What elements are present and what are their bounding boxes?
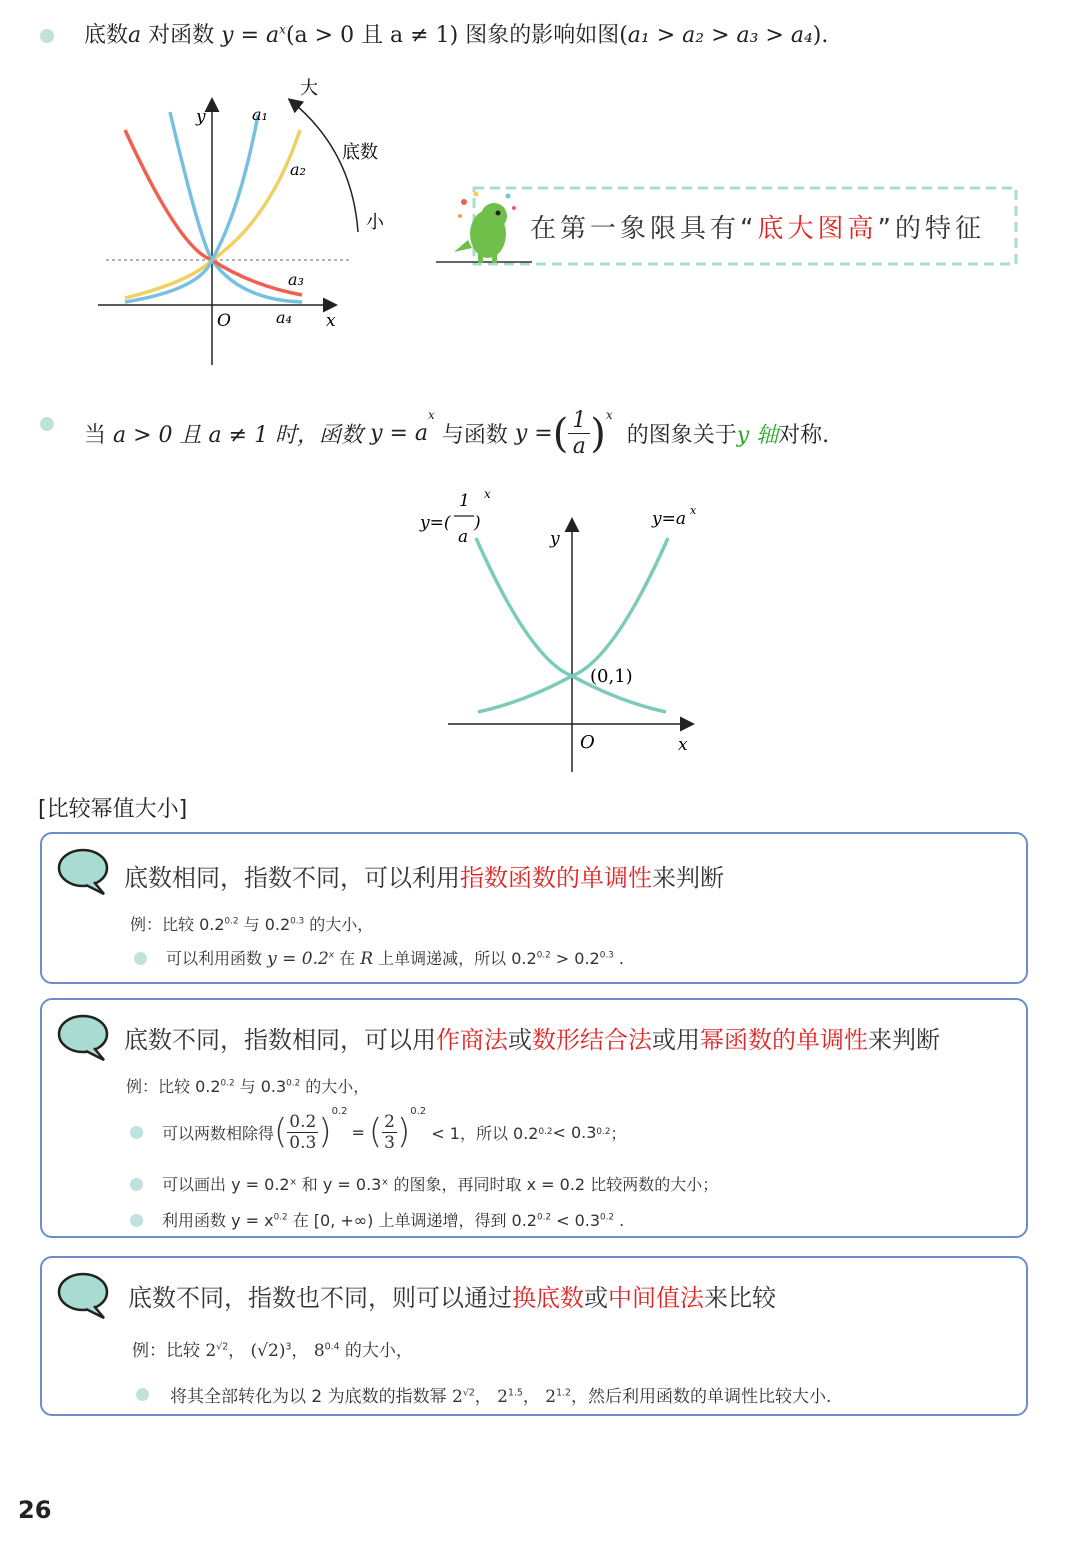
- symmetry-graph: [400, 480, 720, 780]
- box2-frac2-top: 2: [384, 1111, 395, 1132]
- bullet-dot: [130, 1126, 143, 1139]
- box3-ex-v3: 8: [313, 1341, 325, 1361]
- box2-b3c: < 0.3: [550, 1211, 601, 1230]
- intro-order: a₁ > a₂ > a₃ > a₄: [627, 23, 813, 48]
- right-exp: x: [690, 504, 697, 517]
- bullet-dot: [134, 952, 147, 965]
- intro-mid: 对函数: [148, 23, 215, 48]
- label-a2: a₂: [290, 160, 306, 179]
- box1-b1f: y = 0.2: [267, 949, 329, 969]
- x-label: x: [678, 735, 688, 755]
- box2-ex: 例：比较 0.2: [126, 1077, 221, 1096]
- bullet-dot: [40, 29, 54, 43]
- box1-ex-e2: 0.3: [290, 916, 305, 927]
- box2-frac1-exp: 0.2: [331, 1106, 348, 1117]
- bullet-dot: [130, 1214, 143, 1227]
- curve-a3: [125, 130, 302, 295]
- box3-b1e1: √2: [462, 1387, 475, 1399]
- box2-b1b: < 1，所以 0.2: [431, 1123, 539, 1143]
- speech-bubble-icon: [56, 1012, 114, 1064]
- arrow-mid-label: 底数: [342, 142, 378, 163]
- box3-b1v2: 2: [497, 1387, 508, 1407]
- box1-title-b: 来判断: [652, 864, 724, 892]
- box1-bullet1: 可以利用函数 $y = 0.2^x$ 在 R 上单调递减，所以 $0.2^{0.2} > 0.2^{0.3}$ .: [166, 949, 624, 969]
- box3-title-b: 来比较: [704, 1284, 776, 1312]
- box1-b1e2: 0.3: [599, 950, 614, 961]
- y-label: y: [550, 529, 560, 549]
- box1-ex-mid: 与 0.2: [238, 915, 291, 934]
- x-label: x: [326, 311, 336, 331]
- box2-frac2-exp: 0.2: [410, 1106, 427, 1117]
- left-exp: x: [484, 487, 491, 501]
- box3-example: [132, 1336, 413, 1361]
- box2-title-red3: 幂函数的单调性: [700, 1026, 868, 1054]
- box3-ex-e3: 0.4: [324, 1341, 340, 1353]
- box3-ex-e2: 3: [285, 1341, 292, 1353]
- intro-prefix: 底数: [84, 23, 129, 48]
- tag-after: ”的特征: [877, 214, 985, 244]
- origin-label: O: [580, 732, 595, 753]
- y-label: y: [196, 107, 206, 127]
- box2-b3end: .: [619, 1211, 625, 1230]
- box3-bullet1: 将其全部转化为以 2 为底数的指数幂 $2^{√2}$， $2^{1.5}$， $2^{1.2}$，然后利用函数的单调性比较大小.: [170, 1387, 832, 1407]
- tag-before: 在第一象限具有“: [530, 214, 758, 244]
- rule-box-same-exponent: [40, 998, 1028, 1238]
- box1-ex: 例：比较 0.2: [130, 915, 225, 934]
- left-curve-label: y=(: [420, 513, 451, 533]
- box1-title: [124, 858, 724, 893]
- box2-title-or1: 或: [508, 1026, 532, 1054]
- box2-b3e2: 0.2: [536, 1212, 551, 1223]
- box3-ex-sep1: ，: [228, 1341, 246, 1361]
- box3-title-a: 底数不同，指数也不同，则可以通过: [128, 1284, 512, 1312]
- section-title: [比较幂值大小]: [38, 797, 188, 822]
- box1-ex-end: 的大小，: [304, 915, 374, 934]
- sym-frac-bot: a: [572, 434, 586, 459]
- intro-suffix: 图象的影响如图(: [465, 23, 628, 48]
- box3-ex-v1: 2: [205, 1341, 217, 1361]
- sym-text4: 对称.: [778, 423, 830, 448]
- box3-b1e3: 1.2: [556, 1387, 571, 1399]
- box1-b1a: 可以利用函数: [166, 949, 263, 968]
- box1-b1e1: 0.2: [536, 950, 551, 961]
- box3-b1v3: 2: [545, 1387, 557, 1407]
- intro-line: 底数a 对函数 $y = a^x(a > 0$ 且 a ≠ 1) 图象的影响如图(a₁ > a₂ > a₃ > a₄).: [84, 22, 829, 48]
- bullet-dot: [130, 1178, 143, 1191]
- box3-ex-e1: √2: [216, 1341, 229, 1353]
- box1-b1b: 在: [339, 949, 356, 968]
- box3-title-red2: 中间值法: [608, 1284, 704, 1312]
- sym-text3: 的图象关于: [626, 423, 737, 448]
- box3-b1e2: 1.5: [508, 1387, 523, 1399]
- tag-text: [530, 208, 985, 245]
- box2-b3e: 0.2: [273, 1212, 288, 1223]
- rule-box-same-base: [40, 832, 1028, 984]
- sym-text1: 当: [84, 423, 107, 448]
- box2-ex-e1: 0.2: [220, 1078, 235, 1089]
- left-close: ): [474, 513, 481, 533]
- box2-ex-mid: 与 0.3: [234, 1077, 287, 1096]
- bullet-dot: [40, 417, 54, 431]
- box1-b1c: 上单调递减，所以 0.2: [378, 949, 537, 968]
- left-frac-top: 1: [459, 491, 470, 511]
- box2-ex-end: 的大小，: [300, 1077, 370, 1096]
- box2-b1end: ；: [610, 1123, 627, 1143]
- box2-bullet3: [162, 1208, 624, 1231]
- label-a1: a₁: [252, 105, 268, 124]
- intro-end: ).: [812, 23, 829, 48]
- speech-bubble-icon: [56, 846, 114, 898]
- symmetry-line: 当 a > 0 且 a ≠ 1 时，函数 y = a $^x$ 与函数 y = ( 1 a ) $^x$ 的图象关于 y 轴 对称.: [84, 408, 830, 459]
- intro-func: y = a: [221, 23, 280, 48]
- label-a3: a₃: [288, 270, 304, 289]
- box2-title-red2: 数形结合法: [532, 1026, 652, 1054]
- dinosaur-icon: [454, 192, 516, 264]
- arrow-small-label: 小: [366, 212, 384, 233]
- box3-ex-end: 的大小，: [339, 1341, 413, 1361]
- sym-frac-top: 1: [568, 408, 590, 434]
- box2-frac1-bot: 0.3: [289, 1132, 317, 1153]
- box1-b1R: R: [360, 949, 374, 969]
- box1-title-a: 底数相同，指数不同，可以利用: [124, 864, 460, 892]
- box2-b3a: 利用函数 y = x: [162, 1211, 274, 1230]
- box1-ex-e1: 0.2: [224, 916, 239, 927]
- box2-title-a: 底数不同，指数相同，可以用: [124, 1026, 436, 1054]
- box2-bullet2: 可以画出 y = 0.2ˣ 和 y = 0.3ˣ 的图象，再同时取 x = 0.2 比较两数的大小；: [162, 1175, 719, 1194]
- label-a4: a₄: [276, 308, 292, 327]
- box3-title-or: 或: [584, 1284, 608, 1312]
- box3-ex: 例：比较: [132, 1341, 200, 1361]
- tag-highlight: 底大图高: [757, 214, 878, 244]
- sym-f2: y =: [514, 421, 553, 446]
- sym-f1: y = a: [370, 421, 429, 446]
- box2-title-red1: 作商法: [436, 1026, 508, 1054]
- box2-example: [126, 1074, 369, 1097]
- box2-ex-e2: 0.2: [286, 1078, 301, 1089]
- left-frac-bot: a: [458, 527, 469, 547]
- page-number: 26: [18, 1496, 52, 1524]
- box1-b1end: .: [618, 949, 624, 968]
- box2-b1c: < 0.3: [552, 1122, 597, 1142]
- curve-base-a: [478, 538, 668, 712]
- box2-b1a: 可以两数相除得: [162, 1123, 275, 1143]
- box1-example: [130, 912, 373, 935]
- box2-bullet1: 可以两数相除得 ( 0.2 0.3 ) $^{0.2}$ = ( 2 3 ) $^{0.2}$ < 1，所以 0.2 0.2 < 0.3 0.2 ；: [162, 1106, 627, 1153]
- arrow-big-label: 大: [300, 78, 318, 99]
- intro-cond: (a > 0 且 a ≠ 1): [285, 23, 459, 48]
- box3-b1a: 将其全部转化为以 2 为底数的指数幂: [170, 1387, 447, 1407]
- box3-b1v1: 2: [452, 1387, 463, 1407]
- box2-title-or2: 或用: [652, 1026, 700, 1054]
- intersection-point: (0,1): [590, 666, 633, 687]
- speech-bubble-icon: [56, 1270, 114, 1322]
- box2-title-b: 来判断: [868, 1026, 940, 1054]
- box1-title-red: 指数函数的单调性: [460, 864, 652, 892]
- box1-b1d: > 0.2: [550, 949, 600, 968]
- box2-title: [124, 1020, 940, 1055]
- box2-frac2-bot: 3: [384, 1132, 395, 1153]
- rule-box-different-both: [40, 1256, 1028, 1416]
- bullet-dot: [136, 1388, 149, 1401]
- exp-family-graph: [90, 70, 410, 370]
- curve-reciprocal-base: [476, 538, 666, 712]
- right-curve-label: y=a: [652, 509, 686, 529]
- intro-a: a: [128, 23, 142, 48]
- box3-ex-v2: (√2): [250, 1341, 286, 1361]
- sym-cond: a > 0 且 a ≠ 1 时，函数: [113, 423, 364, 448]
- origin-label: O: [217, 311, 231, 331]
- sym-axis: y 轴: [736, 423, 779, 448]
- box2-b1-exp2: 0.2: [596, 1127, 611, 1137]
- box3-title: [128, 1278, 776, 1313]
- box3-ex-sep2: ，: [291, 1341, 309, 1361]
- box2-b1-exp1: 0.2: [538, 1127, 553, 1137]
- sym-text2: 与函数: [441, 423, 508, 448]
- box2-b3e3: 0.2: [600, 1212, 615, 1223]
- box2-b3b: 在 [0, +∞) 上单调递增，得到 0.2: [287, 1211, 537, 1230]
- box3-b1end: ，然后利用函数的单调性比较大小.: [570, 1387, 832, 1407]
- box3-title-red1: 换底数: [512, 1284, 584, 1312]
- box2-frac1-top: 0.2: [289, 1111, 317, 1132]
